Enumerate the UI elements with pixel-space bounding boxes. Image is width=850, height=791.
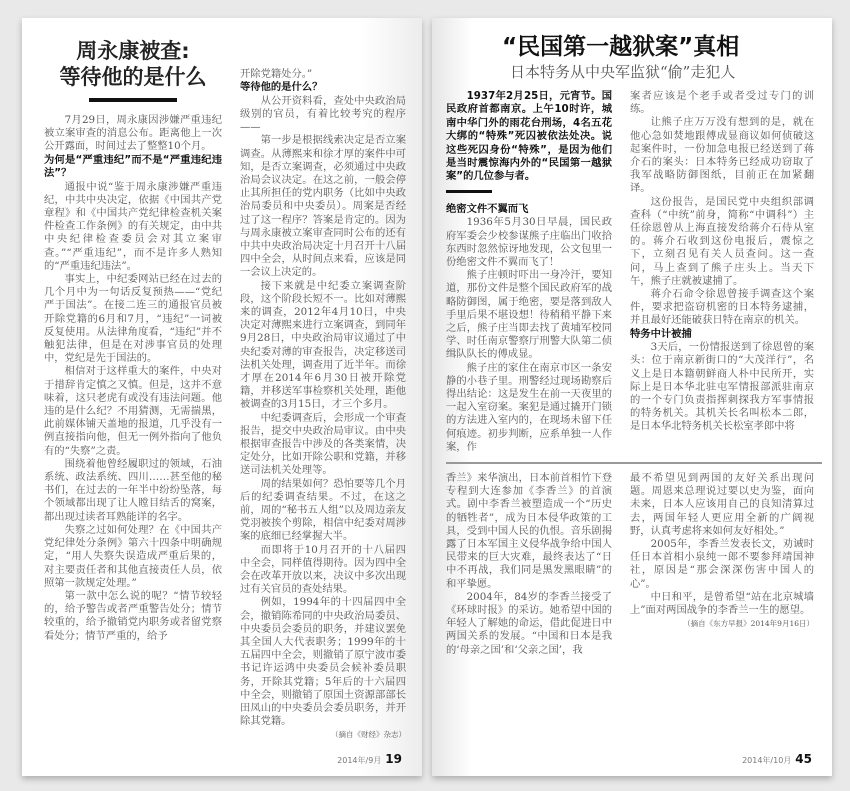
section-heading: 为何是“严重违纪”而不是“严重违纪违法”？ <box>44 153 222 180</box>
paragraph: 蒋介石命令徐恩曾接手调查这个案件，要求把盗窃机密的日本特务逮捕，并且最好还能破获日特在南京的机关。 <box>630 288 814 327</box>
left-page-columns <box>44 38 412 742</box>
source-credit: （摘自《财经》杂志） <box>331 730 406 740</box>
page-number: 45 <box>795 751 812 766</box>
article-header <box>446 32 822 82</box>
paragraph: 让熊子庄万万没有想到的是，就在他心急如焚地跟傅成显商议如何侦破这起案件时，一份加急电报已经送到了蒋介石的案头：日本特务已经成功窃取了我军战略防御图纸，目前正在加紧翻译。 <box>630 116 814 195</box>
paragraph: 围绕着他曾经履职过的领域，石油系统、政法系统、四川……甚至他的秘书们，在过去的一年半中纷纷坠落，每个领域都出现了让人瞠目结舌的窝案，都出现过读者耳熟能详的名字。 <box>44 457 222 523</box>
paragraph: 从公开资料看，查处中央政治局级别的官员，有着比较考究的程序—— <box>240 94 406 134</box>
text-column-2 <box>240 68 406 742</box>
text-column-4 <box>630 472 814 630</box>
right-page <box>432 18 832 776</box>
upper-columns <box>446 90 822 454</box>
text-column-1 <box>446 203 612 454</box>
lower-columns <box>446 472 822 657</box>
paragraph: 7月29日，周永康因涉嫌严重违纪被立案审查的消息公布。距离他上一次公开露面，时间过去了整整10个月。 <box>44 114 222 153</box>
article-subtitle: 日本特务从中央军监狱“偷”走犯人 <box>510 63 736 81</box>
paragraph: 例如，1994年的十四届四中全会，撤销陈希同的中央政治局委员、中央委员会委员的职务，并建议罢免其全国人大代表职务；1999年的十五届四中全会，则撤销了原宁波市委书记许运鸿中央委员会候补委员职务，开除其党籍；5年后的十六届四中全会，则撤销了原国土资源部部长田凤山的中央委员会委员职务，并开除其党籍。 <box>240 596 406 728</box>
paragraph: 3天后，一份情报送到了徐恩曾的案头：位于南京新街口的“大茂洋行”，名义上是日本籍朝鲜商人朴中民所开，实际上是日本华北驻屯军情报部派驻南京的一个专门负责指挥刺探我方军事情报的特务机关。其机关长名叫松本二郎，是日本华北特务机关长松室孝郎中将 <box>630 341 814 433</box>
page-folio <box>44 742 412 766</box>
upper-left-stack <box>446 90 612 454</box>
paragraph: 开除党籍处分。” <box>240 68 313 80</box>
article-title: “民国第一越狱案”真相 <box>502 34 740 60</box>
left-column-stack <box>44 38 222 643</box>
paragraph: 香兰》来华演出，日本前首相竹下登专程到大连参加《李香兰》的首演式。剧中李香兰被塑造成一个“历史的牺牲者”，成为日本侵华政策的工具，受到中国人民的仇恨。音乐剧揭露了日本军国主义侵华战争给中国人民带来的巨大灾难，最终表达了“日中不再战，我们同是黑发黑眼睛”的和平挚愿。 <box>446 472 612 590</box>
paragraph: 相信对于这样重大的案件，中央对于措辞肯定慎之又慎。但是，这并不意味着，这只老虎有或没有违法问题。他违的是什么纪？不用猜测，无需揣黑，此前媒体铺天盖地的报道，几乎没有一例直接指向他，但无一例外指向了他负有的“失察”之责。 <box>44 365 222 457</box>
text-column-3 <box>446 472 612 657</box>
title-underline <box>89 98 177 102</box>
paragraph: 2005年，李香兰发表长文，劝诫时任日本首相小泉纯一郎不要参拜靖国神社，原因是“那会深深伤害中国人的心”。 <box>630 538 814 590</box>
left-page <box>22 18 422 776</box>
paragraph: 这份报告，是国民党中央组织部调查科（“中统”前身，简称“中调科”）主任徐恩曾从上海直接发给蒋介石侍从室的。蒋介石收到这份电报后，震惊之下，立刻召见有关人员查问。这一查问，马上查到了熊子庄头上。当天下午，熊子庄就被逮捕了。 <box>630 195 814 287</box>
paragraph: 案者应该是个老手或者受过专门的训练。 <box>630 90 814 116</box>
folio-date: 2014年/9月 <box>337 755 382 765</box>
text-column-2 <box>630 90 814 434</box>
section-heading: 绝密文件不翼而飞 <box>446 202 529 215</box>
article-title <box>44 38 222 90</box>
paragraph: 事实上，中纪委网站已经在过去的几个月中为一句话反复预热——“党纪严于国法”。在接二连三的通报官员被开除党籍的6月和7月，“违纪”一词被反复使用。从法律角度看，“违纪”并不触犯法律，但是在对涉事官员的处理中，党纪是先于国法的。 <box>44 273 222 365</box>
paragraph: 接下来就是中纪委立案调查阶段，这个阶段长短不一。比如对薄熙来的调查，2012年4月10日，中央决定对薄熙来进行立案调查，到同年9月28日，中央政治局审议通过了中央纪委对薄的审查报告，决定移送司法机关处理，调查用了近半年。而徐才厚在2014年6月30日被开除党籍，并移送军事检察机关处理，距他被调查的3月15日，才三个多月。 <box>240 279 406 411</box>
section-heading: 特务中计被捕 <box>630 327 692 340</box>
paragraph: 熊子庄顿时吓出一身冷汗，要知道，那份文件是整个国民政府军的战略防御图，属于绝密，要是落到敌人手里后果不堪设想！待稍稍平静下来之后，熊子庄当即去找了黄埔军校同学、时任南京警察厅刑警大队第二侦缉队队长的傅成显。 <box>446 269 612 361</box>
paragraph: 最不希望见到两国的友好关系出现问题。周恩来总理说过要以史为鉴，面向未来，日本人应该用自己的良知清算过去，两国年轻人更应用全新的广阔视野，认真考虑将来如何友好相处。” <box>630 472 814 537</box>
lead-paragraph <box>446 90 612 184</box>
paragraph: 中纪委调查后，会形成一个审查报告，提交中央政治局审议。由中央根据审查报告中涉及的各类案情，决定处分，比如开除公职和党籍，并移送司法机关处理等。 <box>240 411 406 477</box>
paragraph: 熊子庄的家住在南京市区一条安静的小巷子里。刑警经过现场勘察后得出结论：这是发生在前一天夜里的一起入室窃案。案犯是通过撬开门锁的方法进入室内的，在现场未留下任何痕迹。初步判断，应系单独一人作案，作 <box>446 361 612 453</box>
paragraph: 第一步是根据线索决定是否立案调查。从薄熙来和徐才厚的案件中可知，是否立案调查，必须通过中央政治局会议决定。在这之前，一般会停止其所担任的党内职务（比如中央政治局委员和中央委员）。周案是否经过了这一程序？答案是肯定的。因为与周永康被立案审查同时公布的还有中共中央政治局决定十月召开十八届四中全会，从时间点来看，应该是同一会议上决定的。 <box>240 134 406 279</box>
folio-date: 2014年/10月 <box>742 755 792 765</box>
lead-underline <box>446 190 492 193</box>
section-divider <box>446 462 822 464</box>
text-column-1 <box>44 114 222 643</box>
paragraph: 周的结果如何？恐怕要等几个月后的纪委调查结果。不过，在这之前，周的“秘书五人组”以及周边亲友党羽被挨个剪除，相信中纪委对周涉案的底细已经掌握大半。 <box>240 477 406 543</box>
lead-text: 1937年2月25日，元宵节。国民政府首都南京。上午10时许，城南中华门外的雨花台刑场，4名五花大绑的“特殊”死囚被依法处决。说这些死囚身份“特殊”，是因为他们是当时震惊海内外的“民国第一越狱案”的几位参与者。 <box>446 90 612 183</box>
title-line-2: 等待他的是什么 <box>59 65 207 89</box>
paragraph: 中日和平，是曾希望“站在北京城墙上”面对两国战争的李香兰一生的愿望。 <box>630 590 814 617</box>
section-heading: 等待他的是什么？ <box>240 81 323 94</box>
paragraph: 通报中说“鉴于周永康涉嫌严重违纪，中共中央决定，依据《中国共产党章程》和《中国共产党纪律检查机关案件检查工作条例》的有关规定，由中共中央纪律检查委员会对其立案审查。”“严重违纪”，而不是许多人熟知的“严重违纪违法”。 <box>44 180 222 272</box>
paragraph: 第一款中怎么说的呢？“情节较轻的，给予警告或者严重警告处分；情节较重的，给予撤销党内职务或者留党察看处分；情节严重的，给予 <box>44 589 222 642</box>
page-folio <box>446 742 822 766</box>
page-number: 19 <box>385 751 402 766</box>
paragraph: 2004年，84岁的李香兰接受了《环球时报》的采访。她希望中国的年轻人了解她的命运，借此促进日中两国关系的发展。“中国和日本是我的‘母亲之国’和‘父亲之国’，我 <box>446 590 612 656</box>
paragraph: 失察之过如何处理？在《中国共产党纪律处分条例》第六十四条中明确规定，“用人失察失误造成严重后果的，对主要责任者和其他直接责任人员，依照第一款规定处理。” <box>44 523 222 589</box>
title-line-1: 周永康被查: <box>76 39 190 63</box>
source-credit: （摘自《东方早报》2014年9月16日） <box>683 619 814 629</box>
paragraph: 1936年5月30日早晨，国民政府军委会少校参谋熊子庄临出门收拾东西时忽然惊讶地发现，公文包里一份绝密文件不翼而飞了！ <box>446 216 612 268</box>
paragraph: 而即将于10月召开的十八届四中全会，同样值得期待。因为四中全会在改革开放以来，决议中多次出现过有关官员的查处结果。 <box>240 543 406 596</box>
